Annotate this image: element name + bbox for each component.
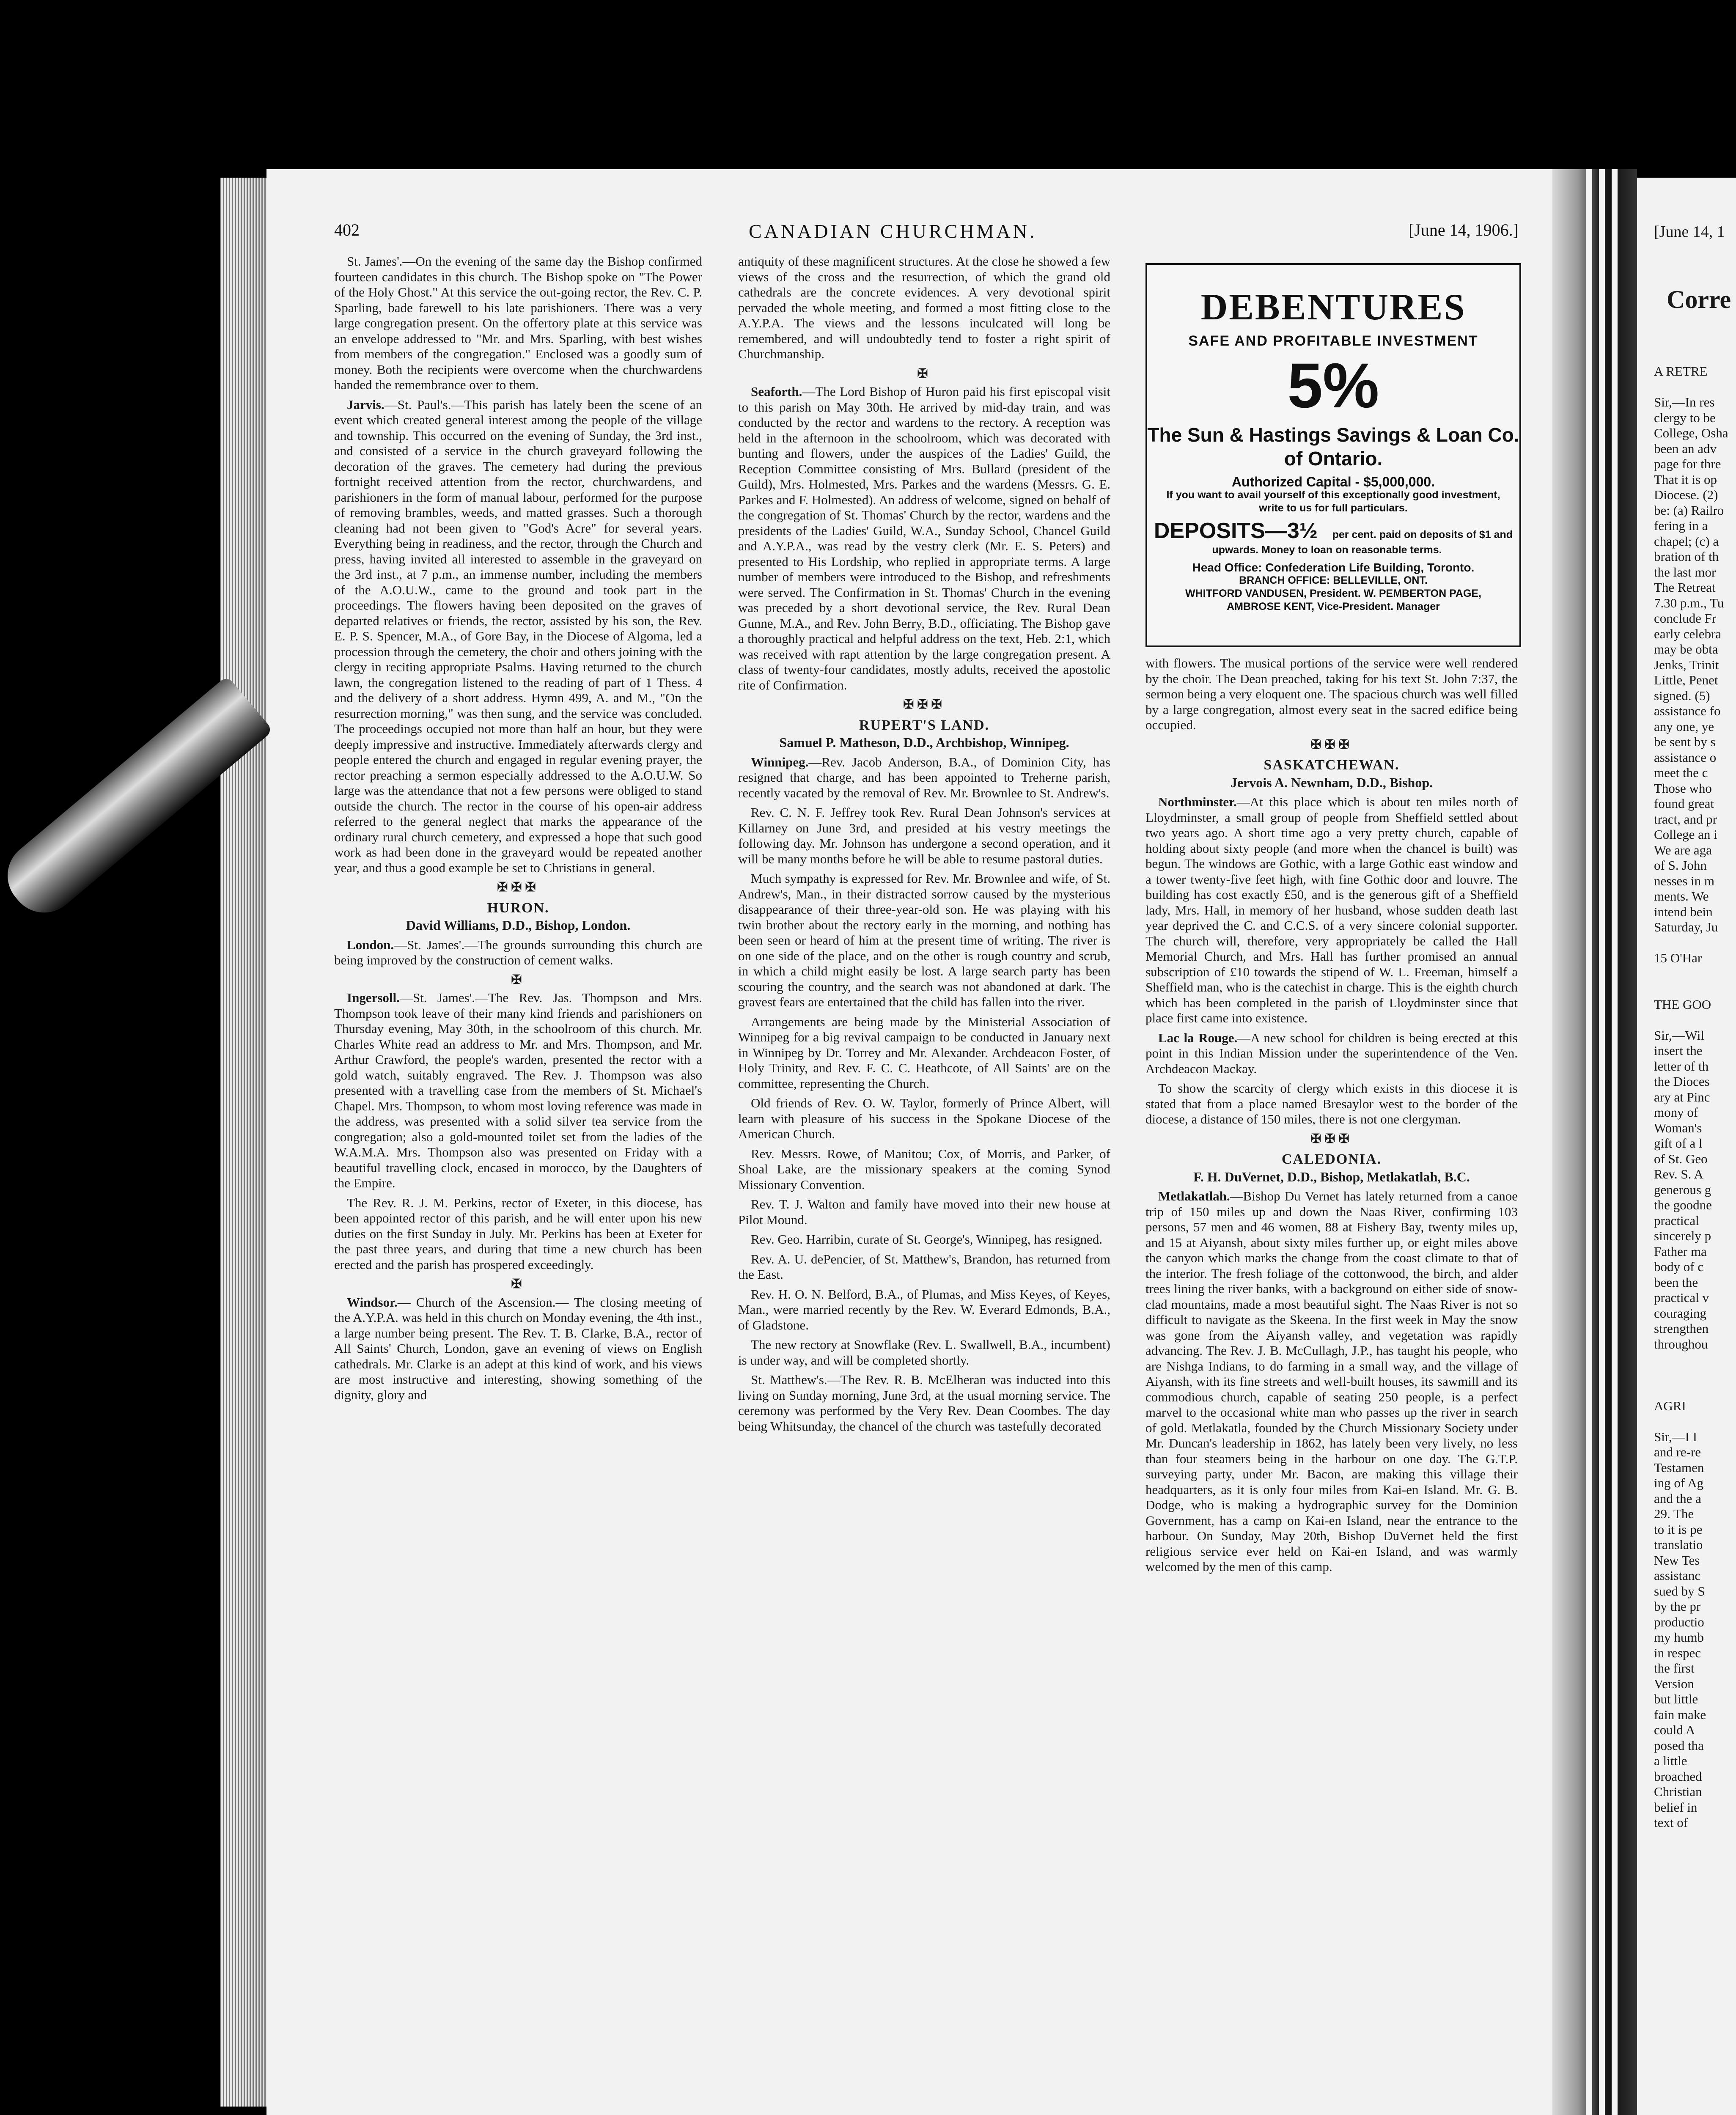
page-edges [220, 178, 266, 2107]
right-page-line: of St. Geo [1654, 1151, 1708, 1166]
right-page-line: body of c [1654, 1259, 1704, 1274]
right-page-line: ary at Pinc [1654, 1089, 1710, 1104]
right-page-line: fering in a [1654, 518, 1708, 533]
place-heading: Northminster. [1158, 794, 1237, 809]
right-page-line: mony of [1654, 1105, 1698, 1120]
right-page-line: my humb [1654, 1630, 1704, 1645]
right-page-line: to it is pe [1654, 1522, 1703, 1537]
right-page-line: meet the c [1654, 765, 1708, 780]
ad-branch: BRANCH OFFICE: BELLEVILLE, ONT. [1239, 574, 1428, 586]
right-page-line: and re-re [1654, 1445, 1701, 1459]
right-page-line: College an i [1654, 827, 1717, 842]
paragraph: antiquity of these magnificent structures. At the close he showed a few views of the cross and the resurrection, of which the grand old cathedrals are the concrete evidences. A very devotional spirit pervaded the whole meeting, and formed a most fitting close to the A.Y.P.A. The views and the lessons inculcated will long be remembered, and will undoubtedly tend to foster a right spirit of Churchmanship. [738, 254, 1110, 361]
place-heading: Winnipeg. [751, 754, 809, 769]
right-page [1637, 178, 1736, 2115]
right-page-line: letter of th [1654, 1058, 1709, 1074]
right-page-line: Testamen [1654, 1460, 1704, 1475]
diocese-heading: HURON. [487, 900, 549, 916]
paragraph: with flowers. The musical portions of the service were well rendered by the choir. The Dean preached, taking for his text St. John 7:37, the sermon being a very eloquent one. The spacious church was well filled by a large congregation, almost every seat in the sacred edifice being occupied. [1145, 656, 1518, 732]
section-ornament: ✠✠✠ [903, 698, 945, 711]
right-page-line: Christian [1654, 1784, 1702, 1799]
right-page-title: Corre [1667, 286, 1731, 313]
right-page-line: early celebra [1654, 626, 1722, 641]
right-page-line: Diocese. (2) [1654, 487, 1718, 502]
right-page-line: Sir,—In res [1654, 395, 1715, 409]
right-page-line: assistance fo [1654, 703, 1721, 718]
right-page-line: of S. John [1654, 858, 1707, 873]
right-page-line: The Retreat [1654, 580, 1716, 595]
right-page-line: Saturday, Ju [1654, 920, 1718, 934]
right-page-line: THE GOO [1654, 997, 1711, 1012]
issue-date: [June 14, 1906.] [1409, 220, 1519, 239]
right-page-line: may be obta [1654, 642, 1718, 656]
right-page-line: ing of Ag [1654, 1475, 1704, 1490]
right-page-line: text of [1654, 1815, 1688, 1830]
right-page-line: nesses in m [1654, 873, 1714, 888]
right-page-line: signed. (5) [1654, 688, 1710, 703]
place-heading: Jarvis. [347, 397, 385, 412]
paragraph: —Bishop Du Vernet has lately returned from a canoe trip of 150 miles up and down the Naas River, confirming 103 persons, 57 men and 46 women, 88 at Fishery Bay, twenty miles up, and 15 at Aiyansh, about sixty miles further up, or eight miles above the canyon which marks the change from the coast climate to that of the interior. The fresh foliage of the cottonwood, the birch, and alder trees lining the river banks, with a background on either side of snow-clad mountains, made a most beautiful sight. The Naas River is not so difficult to navigate as the Skeena. In the first week in May the snow was gone from the Aiyansh valley, and vegetation was rapidly advancing. The Rev. J. B. McCullagh, J.P., has taught his people, who are Nishga Indians, to do farming in a small way, and the village of Aiyansh, with its fine streets and well-built houses, its sawmill and its commodious church, capable of seating 250 people, is a perfect marvel to the occasional white man who passes up the river in search of gold. Metlakatla, founded by the Church Missionary Society under Mr. Duncan's leadership in 1862, has lately been very lively, no less than four steamers being in the harbour on one day. The G.T.P. surveying party, under Mr. Bacon, are making this village their headquarters, as it is only four miles from Kai-en Island. Mr. G. B. Dodge, who is making a hydrographic survey for the Dominion Government, has a camp on Kai-en Island, near the entrance to the harbour. On Sunday, May 20th, Bishop DuVernet held the first religious service ever held on Kai-en Island, and was warmly welcomed by the men of this camp. [1145, 1189, 1518, 1574]
right-page-line: and the a [1654, 1491, 1701, 1506]
right-page-line: A RETRE [1654, 364, 1708, 379]
paragraph: Much sympathy is expressed for Rev. Mr. Brownlee and wife, of St. Andrew's, Man., in their distracted sorrow caused by the mysterious disappearance of their three-year-old son. He was playing with his twin brother about the rectory early in the morning, and nothing has been seen or heard of him at the present time of writing. The river is on one side of the place, and on the other is rough country and scrub, in which a child might easily be lost. A large search party has been scouring the country, and the search was not abandoned at dark. The gravest fears are entertained that the child has fallen into the river. [738, 871, 1110, 1009]
right-page-line: tract, and pr [1654, 811, 1717, 827]
book-gutter [1552, 169, 1637, 2115]
right-page-line: found great [1654, 796, 1714, 811]
paragraph: —St. James'.—The grounds surrounding this church are being improved by the construction of cement walks. [334, 937, 702, 967]
ad-note: If you want to avail yourself of this exceptionally good investment, write to us for full particulars. [1166, 489, 1500, 514]
paragraph: Old friends of Rev. O. W. Taylor, formerly of Prince Albert, will learn with pleasure of his success in the Spokane Diocese of the American Church. [738, 1096, 1110, 1141]
right-page-line: in respec [1654, 1645, 1701, 1660]
section-ornament: ✠✠✠ [497, 880, 539, 894]
ad-capital: Authorized Capital - $5,000,000. [1231, 474, 1435, 489]
right-page-line: Father ma [1654, 1244, 1707, 1259]
column-2 [738, 254, 1110, 1438]
right-page-line: intend bein [1654, 904, 1713, 919]
right-page-line: any one, ye [1654, 719, 1714, 734]
right-page-line: bration of th [1654, 549, 1719, 564]
right-page-line: 7.30 p.m., Tu [1654, 595, 1724, 610]
right-page-line: Version [1654, 1676, 1694, 1691]
right-page-line: assistance o [1654, 750, 1717, 765]
paragraph: Rev. Messrs. Rowe, of Manitou; Cox, of Morris, and Parker, of Shoal Lake, are the missionary speakers at the coming Synod Missionary Convention. [738, 1146, 1110, 1192]
right-page-line: be: (a) Railro [1654, 503, 1724, 518]
paragraph: Rev. Geo. Harribin, curate of St. George's, Winnipeg, has resigned. [751, 1232, 1103, 1247]
paragraph: St. Matthew's.—The Rev. R. B. McElheran was inducted into this living on Sunday morning, June 3rd, at the usual morning service. The ceremony was performed by the Very Rev. Dean Coombes. The day being Whitsunday, the chancel of the church was tastefully decorated [738, 1372, 1110, 1434]
right-page-line: assistanc [1654, 1568, 1701, 1583]
right-page-line: We are aga [1654, 842, 1712, 857]
paragraph: —At this place which is about ten miles north of Lloydminster, a small group of people from Sheffield settled about two years ago. A short time ago a very pretty church, capable of holding about sixty people (and more when the chancel is built) was begun. The windows are Gothic, with a large Gothic east window and a tower twenty-five feet high, with fine Gothic door and louvre. The building has cost exactly £50, and is the generous gift of a Sheffield lady, Mrs. Hall, in memory of her husband, whose sudden death last year deprived the C. and C.C.S. of a very sincere colonial supporter. The church will, therefore, very appropriately be called the Hall Memorial Church, and Mrs. Hall has further promised an annual subscription of £10 towards the stipend of W. L. Freeman, himself a Sheffield man, who is the catechist in charge. This is the eighth church which has been completed in the parish of Lloydminster since that place first came into existence. [1145, 794, 1518, 1025]
right-page-line: AGRI [1654, 1398, 1686, 1413]
right-page-line: by the pr [1654, 1599, 1701, 1614]
section-ornament: ✠ [511, 1277, 525, 1291]
right-page-line: the goodne [1654, 1198, 1712, 1212]
place-heading: Lac la Rouge. [1158, 1030, 1238, 1045]
paragraph: — Church of the Ascension.— The closing meeting of the A.Y.P.A. was held in this church on Monday evening, the 4th inst., a large number being present. The Rev. T. B. Clarke, B.A., rector of All Saints' Church, London, gave an evening of views on English cathedrals. Mr. Clarke is an adept at this kind of work, and his views are most instructive and interesting, showing something of the dignity, glory and [334, 1294, 702, 1402]
right-page-line: ments. We [1654, 889, 1709, 904]
paragraph: —The Lord Bishop of Huron paid his first episcopal visit to this parish on May 30th. He arrived by mid-day train, and was conducted by the rector and wardens to the rectory. A reception was held in the afternoon in the schoolroom, which was decorated with bunting and flowers, under the auspices of the Ladies' Guild, the Reception Committee consisting of Mrs. Bullard (president of the Guild), Mrs. Holmested, Mrs. Parkes and the wardens (Messrs. G. E. Parkes and F. Holmested). An address of welcome, signed on behalf of the congregation of St. Thomas' Church by the rector, wardens and the presidents of the Ladies' Guild, W.A., Sunday School, Chancel Guild and A.Y.P.A., was read by the vestry clerk (Mr. E. S. Peters) and presented to His Lordship, who replied in appropriate terms. A large number of members were introduced to the Bishop, and refreshments were served. The Confirmation in St. Thomas' Church in the evening was preceded by a short devotional service, the Rev. Rural Dean Gunne, M.A., and Rev. John Berry, B.D., officiating. The Bishop gave a thoroughly practical and helpful address on the text, Heb. 2:1, which was received with rapt attention by the large congregation present. A class of twenty-four candidates, mostly adults, received the apostolic rite of Confirmation. [738, 384, 1110, 692]
paragraph: Rev. H. O. N. Belford, B.A., of Plumas, and Miss Keyes, of Keyes, Man., were married recently by the Rev. W. Everard Edmonds, B.A., of Gladstone. [738, 1286, 1110, 1332]
right-page-line: practical [1654, 1213, 1699, 1228]
ad-deposits-note: per cent. paid on deposits of $1 and upwards. Money to loan on reasonable terms. [1212, 529, 1513, 556]
right-page-line: clergy to be [1654, 410, 1716, 425]
right-page-line: conclude Fr [1654, 611, 1717, 626]
place-heading: Metlakatlah. [1158, 1189, 1230, 1203]
right-page-line: be sent by s [1654, 734, 1716, 749]
diocese-heading: RUPERT'S LAND. [859, 717, 990, 733]
place-heading: Ingersoll. [347, 990, 400, 1005]
right-page-line: That it is op [1654, 472, 1717, 487]
bishop-line: David Williams, D.D., Bishop, London. [406, 917, 631, 933]
right-page-line: chapel; (c) a [1654, 533, 1719, 549]
diocese-heading: CALEDONIA. [1281, 1151, 1382, 1167]
ad-title: DEBENTURES [1200, 287, 1466, 328]
page-number: 402 [334, 220, 360, 239]
ad-officers: WHITFORD VANDUSEN, President. W. PEMBERTON PAGE, AMBROSE KENT, Vice-President. Manager [1185, 588, 1482, 613]
right-page-line: the first [1654, 1661, 1695, 1676]
place-heading: Windsor. [347, 1294, 398, 1310]
right-page-line: 15 O'Har [1654, 950, 1702, 965]
right-page-line: broached [1654, 1769, 1702, 1784]
right-page-line: belief in [1654, 1799, 1698, 1815]
ad-percent: 5% [1287, 350, 1379, 421]
right-page-line: Rev. S. A [1654, 1167, 1703, 1181]
right-page-line: page for thre [1654, 456, 1721, 471]
right-page-line: strengthen [1654, 1321, 1709, 1336]
right-page-line: generous g [1654, 1182, 1711, 1197]
paragraph: Arrangements are being made by the Ministerial Association of Winnipeg for a big revival campaign to be conducted in January next in Winnipeg by Dr. Torrey and Mr. Alexander. Archdeacon Foster, of Holy Trinity, and Rev. F. C. C. Heathcote, of All Saints' are on the committee, representing the Church. [738, 1014, 1110, 1091]
paragraph: —St. Paul's.—This parish has lately been the scene of an event which created general interest among the people of the village and township. This occurred on the evening of Sunday, the 3rd inst., and consisted of a service in the church graveyard following the decoration of the graves. The cemetery had during the previous fortnight received attention from the rector, churchwardens, and parishioners in the form of manual labour, performed for the purpose of removing brambles, weeds, and matted grasses. Such a thorough cleaning had not been given to "God's Acre" for several years. Everything being in readiness, and the rector, through the Church and press, having invited all interested to assemble in the graveyard on the 3rd inst., at 7 p.m., an immense number, including the members of the A.O.U.W., came to the ground and took part in the proceedings. The flowers having been deposited on the graves of departed relatives or friends, the rector, assisted by his son, the Rev. E. P. S. Spencer, M.A., of Gore Bay, in the Diocese of Algoma, led a procession through the cemetery, the choir and others joining with the clergy in reciting appropriate Psalms. Having returned to the church lawn, the congregation listened to the reading of part of 1 Thess. 4 and the delivery of a short address. Hymn 499, A. and M., "On the resurrection morning," was then sung, and the service was concluded. The proceedings occupied not more than half an hour, but they were deeply impressive and instructive. Immediately afterwards clergy and people entered the church and engaged in regular evening prayer, the rector preaching a sermon especially addressed to the A.O.U.W. So large was the attendance that not a few persons were obliged to stand outside the church. The rector in the course of his open-air address referred to the general neglect that marks the appearance of the ordinary rural church cemetery, and expressed a hope that such good work as had been done in the graveyard would be repeated another year, and thus a good example be set to Christians in general. [334, 397, 702, 875]
place-heading: London. [347, 937, 394, 952]
paragraph: The new rectory at Snowflake (Rev. L. Swallwell, B.A., incumbent) is under way, and will be completed shortly. [738, 1337, 1110, 1368]
right-page-line: could A [1654, 1722, 1695, 1737]
bishop-line: F. H. DuVernet, D.D., Bishop, Metlakatlah, B.C. [1193, 1169, 1470, 1184]
right-page-line: the Dioces [1654, 1074, 1710, 1089]
right-page-line: throughou [1654, 1336, 1708, 1351]
right-page-line: couraging [1654, 1305, 1706, 1321]
paragraph: Rev. C. N. F. Jeffrey took Rev. Rural Dean Johnson's services at Killarney on June 3rd, and presided at his vestry meetings the following day. Mr. Johnson has undergone a second operation, and it will be many months before he will be able to resume pastoral duties. [738, 805, 1110, 866]
right-page-line: been an adv [1654, 441, 1717, 456]
page-header [334, 220, 1519, 245]
diocese-heading: SASKATCHEWAN. [1264, 757, 1400, 773]
right-page-line: Little, Penet [1654, 673, 1718, 687]
column-1 [334, 254, 702, 1407]
right-page-line: insert the [1654, 1043, 1703, 1058]
right-page-line: Those who [1654, 780, 1712, 796]
right-page-line: fain make [1654, 1707, 1706, 1722]
right-page-header: [June 14, 1 [1654, 223, 1725, 241]
right-page-line: the last mor [1654, 564, 1716, 580]
right-page-line: but little [1654, 1692, 1698, 1706]
right-page-line: Sir,—Wil [1654, 1027, 1704, 1043]
right-page-line: Woman's [1654, 1120, 1702, 1135]
section-ornament: ✠✠✠ [1310, 737, 1353, 752]
right-page-line: sincerely p [1654, 1228, 1711, 1243]
section-ornament: ✠✠✠ [1310, 1132, 1353, 1146]
ad-deposits: DEPOSITS—3½ [1154, 519, 1318, 543]
paragraph: The Rev. R. J. M. Perkins, rector of Exeter, in this diocese, has been appointed rector of this parish, and he will enter upon his new duties on the first Sunday in July. Mr. Perkins has been at Exeter for the past three years, and during that time a new church has been erected and the parish has prospered exceedingly. [334, 1195, 702, 1272]
bishop-line: Samuel P. Matheson, D.D., Archbishop, Winnipeg. [779, 735, 1069, 750]
paragraph: —St. James'.—The Rev. Jas. Thompson and Mrs. Thompson took leave of their many kind friends and parishioners on Thursday evening, May 30th, in the schoolroom of this church. Mr. Charles White read an address to Mr. and Mrs. Thompson, and Mr. Arthur Crawford, the people's warden, presented the rector with a gold watch, suitably engraved. The Rev. J. Thompson was also presented with a travelling case from the members of St. Michael's Chapel. Mrs. Thompson, to whom most loving reference was made in the address, was presented with a solid silver tea service from the congregation; also a gold-mounted toilet set from the ladies of the W.A.M.A. Mrs. Thompson also was presented on Friday with a beautiful travelling clock, encased in morocco, by the Daughters of the Empire. [334, 990, 702, 1190]
paragraph: Rev. A. U. dePencier, of St. Matthew's, Brandon, has returned from the East. [738, 1251, 1110, 1282]
place-heading: Seaforth. [751, 384, 802, 399]
section-ornament: ✠ [917, 366, 931, 381]
right-page-line: 29. The [1654, 1506, 1694, 1521]
masthead-title: CANADIAN CHURCHMAN. [749, 220, 1037, 242]
ad-company: The Sun & Hastings Savings & Loan Co. of Ontario. [1147, 424, 1519, 470]
paragraph: Rev. T. J. Walton and family have moved into their new house at Pilot Mound. [738, 1197, 1110, 1227]
paragraph: To show the scarcity of clergy which exists in this diocese it is stated that from a place named Bresaylor west to the border of the diocese, a distance of 150 miles, there is not one clergyman. [1145, 1081, 1518, 1126]
ad-subtitle: SAFE AND PROFITABLE INVESTMENT [1188, 333, 1478, 349]
right-page-line: translatio [1654, 1537, 1703, 1552]
right-page-line: posed tha [1654, 1738, 1704, 1753]
debentures-advertisement [1145, 263, 1521, 647]
right-page-line: sued by S [1654, 1583, 1705, 1599]
ad-head-office: Head Office: Confederation Life Building, Toronto. [1192, 561, 1475, 574]
column-3 [1145, 656, 1518, 1579]
right-page-line: a little [1654, 1753, 1687, 1768]
right-page-line: practical v [1654, 1290, 1709, 1305]
section-ornament: ✠ [511, 972, 525, 987]
right-page-line: New Tes [1654, 1552, 1700, 1568]
right-page-line: gift of a l [1654, 1136, 1703, 1151]
right-page-line: been the [1654, 1274, 1698, 1290]
right-page-line: productio [1654, 1614, 1704, 1629]
right-page-line: College, Osha [1654, 426, 1728, 440]
right-page-line: Sir,—I I [1654, 1429, 1698, 1444]
paragraph: —A new school for children is being erected at this point in this Indian Mission under the superintendence of the Ven. Archdeacon Mackay. [1145, 1030, 1518, 1076]
paragraph: St. James'.—On the evening of the same day the Bishop confirmed fourteen candidates in this church. The Bishop spoke on "The Power of the Holy Ghost." At this service the out-going rector, the Rev. C. P. Sparling, bade farewell to his late parishioners. There was a very large congregation present. On the offertory plate at this service was an envelope addressed to "Mr. and Mrs. Sparling, with best wishes from members of the congregation." Enclosed was a goodly sum of money. Both the recipients were overcome when the churchwardens handed the remembrance over to them. [334, 254, 702, 392]
right-page-line: Jenks, Trinit [1654, 657, 1719, 672]
paragraph: —Rev. Jacob Anderson, B.A., of Dominion City, has resigned that charge, and has been appointed to Treherne parish, recently vacated by the removal of Rev. Mr. Brownlee to St. Andrew's. [738, 754, 1110, 800]
bishop-line: Jervois A. Newnham, D.D., Bishop. [1230, 775, 1433, 790]
